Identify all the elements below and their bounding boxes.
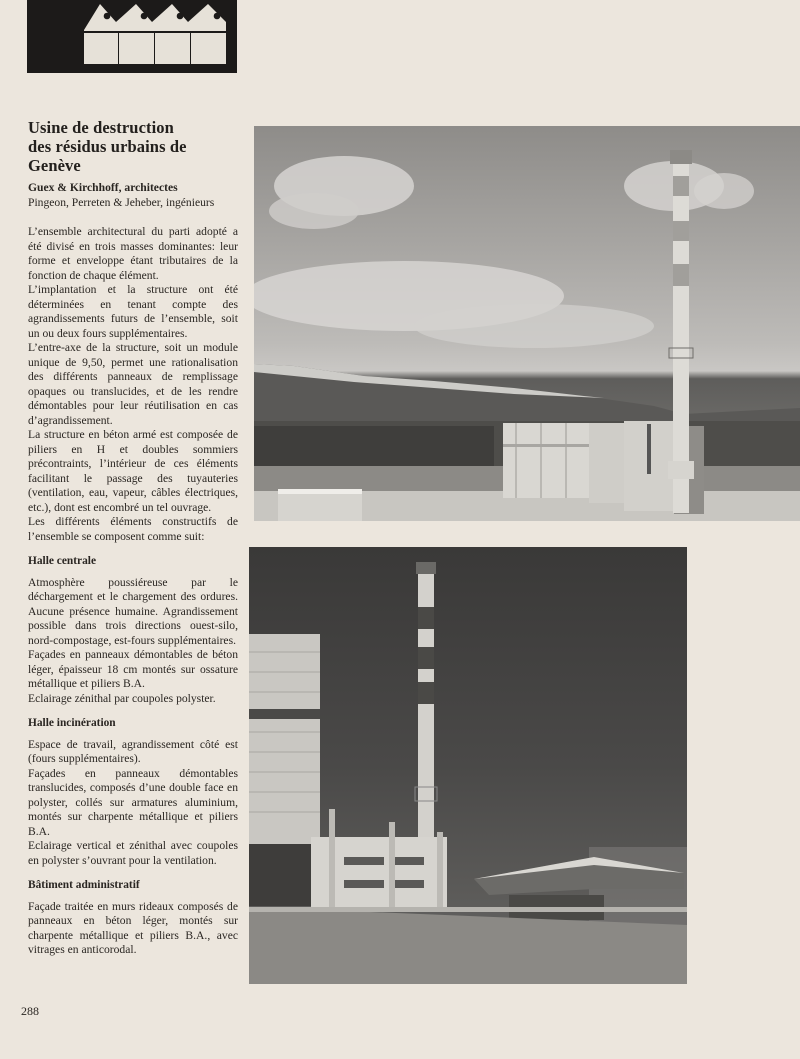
article-title (28, 118, 238, 175)
credits (28, 181, 238, 210)
intro-paragraph: L’implantation et la structure ont été déterminées en tenant compte des agrandissements futurs de l’ensemble, soit un ou deux fours supplémentaires. (28, 283, 238, 340)
plant-landscape-photo (254, 126, 800, 521)
engineers-credit: Pingeon, Perreten & Jeheber, ingénieurs (28, 195, 215, 209)
plant-closeup-photo (249, 547, 687, 984)
section-paragraph: Eclairage vertical et zénithal avec coupoles en polyster s’ouvrant pour la ventilation. (28, 839, 238, 867)
title-line-1: Usine de destruction (28, 118, 174, 137)
intro-paragraph: L’ensemble architectural du parti adopté a été divisé en trois masses dominantes: leur forme et enveloppe étant tributaires de la fonction de chaque élément. (28, 225, 238, 282)
architects-credit: Guex & Kirchhoff, architectes (28, 181, 178, 194)
title-line-2: des résidus urbains de Genève (28, 137, 187, 175)
section-paragraph: Façades en panneaux démontables de béton léger, épaisseur 18 cm montés sur ossature métallique et piliers B.A. (28, 648, 238, 690)
intro-paragraph: Les différents éléments constructifs de l’ensemble se composent comme suit: (28, 515, 238, 543)
section-paragraph: Façades en panneaux démontables translucides, composés d’une double face en polyster, collés sur armatures aluminium, montés sur charpente métallique et piliers B.A. (28, 766, 238, 838)
section-paragraph: Façade traitée en murs rideaux composés de panneaux en béton léger, montés sur charpente métallique et piliers B.A., avec vitrages en anticorodal. (28, 899, 238, 956)
factory-roofline-icon (27, 0, 237, 73)
article-body (28, 225, 238, 958)
intro-paragraph: L’entre-axe de la structure, soit un module unique de 9,50, permet une rationalisation des différents panneaux de remplissage opaques ou translucides, et de les rendre démontables pour leur réutilisation en cas d’agrandissement. (28, 341, 238, 427)
intro-paragraph: La structure en béton armé est composée de piliers en H et doubles sommiers précontraints, l’intérieur de ces éléments facilitant le passage des tuyauteries (ventilation, eau, vapeur, câbles électriques, etc.), dont est encombré un tel ouvrage. (28, 428, 238, 514)
plant-landscape-illustration (254, 126, 800, 521)
plant-closeup-illustration (249, 547, 687, 984)
article-text-column (28, 118, 238, 958)
section-paragraph: Atmosphère poussiéreuse par le déchargement et le chargement des ordures. Aucune présence humaine. Agrandissement possible dans trois directions ouest-silo, nord-compostage, est-fours supplémentaires. (28, 575, 238, 647)
section-heading-halle-centrale: Halle centrale (28, 555, 96, 567)
section-paragraph: Espace de travail, agrandissement côté est (fours supplémentaires). (28, 737, 238, 765)
page-number: 288 (21, 1004, 39, 1018)
factory-roofline-logo (27, 0, 237, 73)
section-heading-batiment-administratif: Bâtiment administratif (28, 879, 140, 891)
section-paragraph: Eclairage zénithal par coupoles polyster. (28, 691, 216, 705)
section-heading-halle-incineration: Halle incinération (28, 717, 116, 729)
